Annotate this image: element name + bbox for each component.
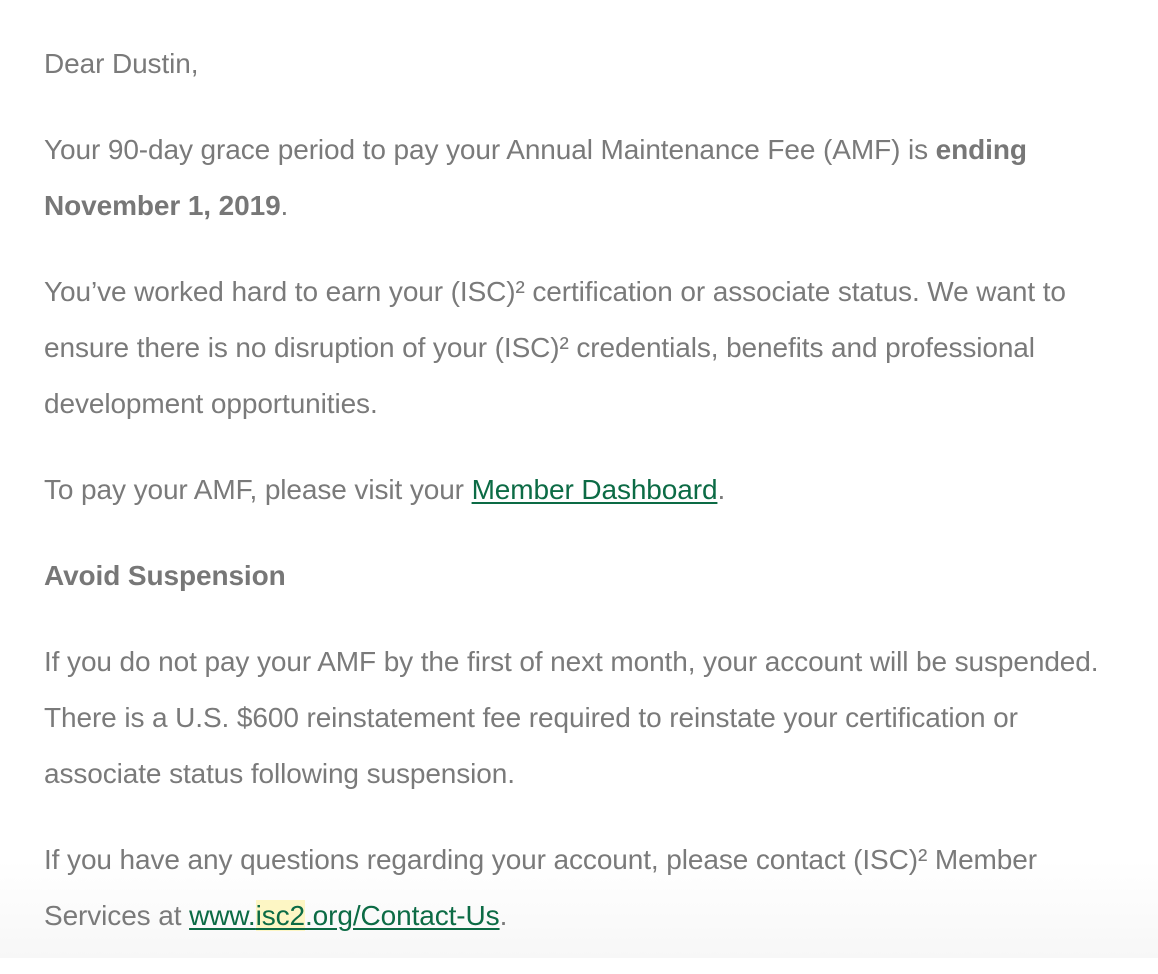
grace-period-deadline: ending November 1, 2019 — [44, 134, 1027, 221]
contact-link-highlight: isc2 — [255, 900, 305, 931]
contact-punctuation: . — [499, 900, 508, 931]
contact-us-link[interactable] — [189, 900, 499, 931]
email-body — [44, 36, 1124, 974]
grace-period-text: Your 90-day grace period to pay your Annual Maintenance Fee (AMF) is — [44, 134, 936, 165]
contact-paragraph — [44, 832, 1124, 944]
certification-paragraph: You’ve worked hard to earn your (ISC)² certification or associate status. We want to ensure there is no disruption of your (ISC)² credentials, benefits and professional development opportunities. — [44, 276, 1066, 419]
avoid-suspension-heading: Avoid Suspension — [44, 560, 286, 591]
member-dashboard-link[interactable]: Member Dashboard — [471, 474, 718, 505]
contact-link-suffix: .org/Contact-Us — [304, 900, 500, 931]
contact-link-prefix: www. — [189, 900, 256, 931]
greeting: Dear Dustin, — [44, 48, 199, 79]
grace-period-punctuation: . — [280, 190, 289, 221]
contact-text: If you have any questions regarding your account, please contact (ISC)² Member Services at — [44, 844, 1037, 931]
pay-amf-punctuation: . — [717, 474, 726, 505]
grace-period-paragraph — [44, 122, 1124, 234]
suspension-paragraph: If you do not pay your AMF by the first of next month, your account will be suspended. There is a U.S. $600 reinstatement fee required to reinstate your certification or associate status following suspension. — [44, 646, 1099, 789]
pay-amf-text: To pay your AMF, please visit your — [44, 474, 472, 505]
pay-amf-paragraph — [44, 462, 1124, 518]
